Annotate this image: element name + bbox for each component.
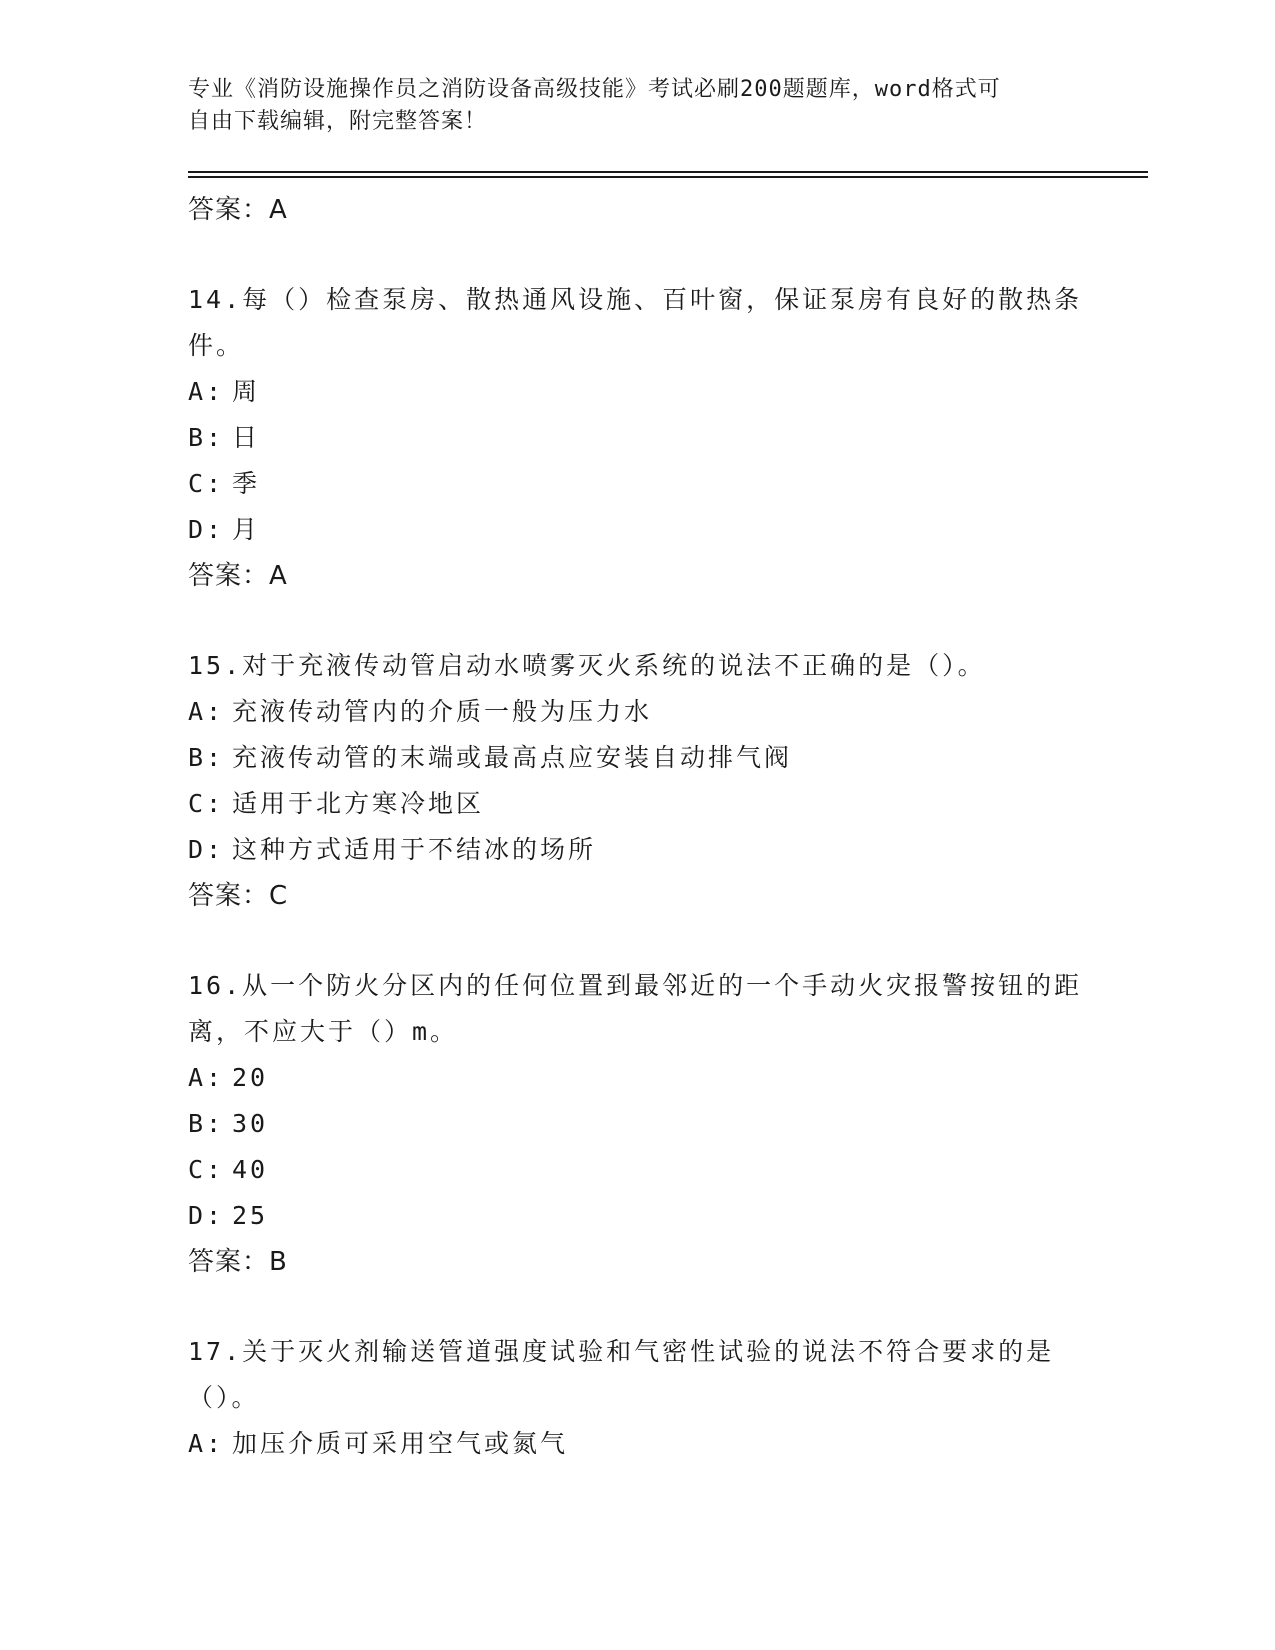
question-15 <box>188 643 1088 919</box>
option-text: 充液传动管内的介质一般为压力水 <box>232 697 653 726</box>
option-d <box>188 507 1088 553</box>
option-letter: C: <box>188 469 225 498</box>
option-a <box>188 1055 1088 1101</box>
option-text: 季 <box>232 469 261 498</box>
header-line-2: 自由下载编辑，附完整答案！ <box>188 109 488 134</box>
option-letter: B: <box>188 743 225 772</box>
option-c <box>188 461 1088 507</box>
option-text: 30 <box>232 1109 269 1138</box>
document-header <box>188 74 1068 138</box>
option-letter: A: <box>188 1429 225 1458</box>
option-letter: B: <box>188 1109 225 1138</box>
document-body <box>188 187 1088 1467</box>
option-letter: D: <box>188 515 225 544</box>
option-a <box>188 689 1088 735</box>
option-a <box>188 1421 1088 1467</box>
option-letter: D: <box>188 835 225 864</box>
option-text: 月 <box>232 515 261 544</box>
question-text: 14.每（）检查泵房、散热通风设施、百叶窗，保证泵房有良好的散热条件。 <box>188 285 1083 360</box>
option-letter: D: <box>188 1201 225 1230</box>
option-text: 日 <box>232 423 261 452</box>
answer-13: 答案：A <box>188 195 288 225</box>
option-d <box>188 827 1088 873</box>
question-17 <box>188 1329 1088 1467</box>
option-letter: A: <box>188 377 225 406</box>
option-text: 40 <box>232 1155 269 1184</box>
option-text: 充液传动管的末端或最高点应安装自动排气阀 <box>232 743 793 772</box>
question-text: 15.对于充液传动管启动水喷雾灭火系统的说法不正确的是（）。 <box>188 651 986 680</box>
option-text: 周 <box>232 377 261 406</box>
option-text: 20 <box>232 1063 269 1092</box>
question-text: 17.关于灭火剂输送管道强度试验和气密性试验的说法不符合要求的是（）。 <box>188 1337 1055 1412</box>
question-16 <box>188 963 1088 1285</box>
option-letter: B: <box>188 423 225 452</box>
question-text: 16.从一个防火分区内的任何位置到最邻近的一个手动火灾报警按钮的距离，不应大于（）m。 <box>188 971 1083 1046</box>
answer-16: 答案：B <box>188 1247 288 1277</box>
option-text: 适用于北方寒冷地区 <box>232 789 485 818</box>
option-b <box>188 415 1088 461</box>
option-c <box>188 781 1088 827</box>
header-divider-bottom <box>188 176 1148 178</box>
option-text: 加压介质可采用空气或氮气 <box>232 1429 569 1458</box>
question-14 <box>188 277 1088 599</box>
option-text: 25 <box>232 1201 269 1230</box>
header-line-1: 专业《消防设施操作员之消防设备高级技能》考试必刷200题题库，word格式可 <box>188 77 1001 102</box>
option-letter: A: <box>188 1063 225 1092</box>
option-a <box>188 369 1088 415</box>
answer-15: 答案：C <box>188 881 289 911</box>
option-c <box>188 1147 1088 1193</box>
option-letter: A: <box>188 697 225 726</box>
option-letter: C: <box>188 789 225 818</box>
option-text: 这种方式适用于不结冰的场所 <box>232 835 597 864</box>
option-b <box>188 735 1088 781</box>
option-b <box>188 1101 1088 1147</box>
option-d <box>188 1193 1088 1239</box>
option-letter: C: <box>188 1155 225 1184</box>
answer-14: 答案：A <box>188 561 288 591</box>
header-divider-top <box>188 171 1148 173</box>
